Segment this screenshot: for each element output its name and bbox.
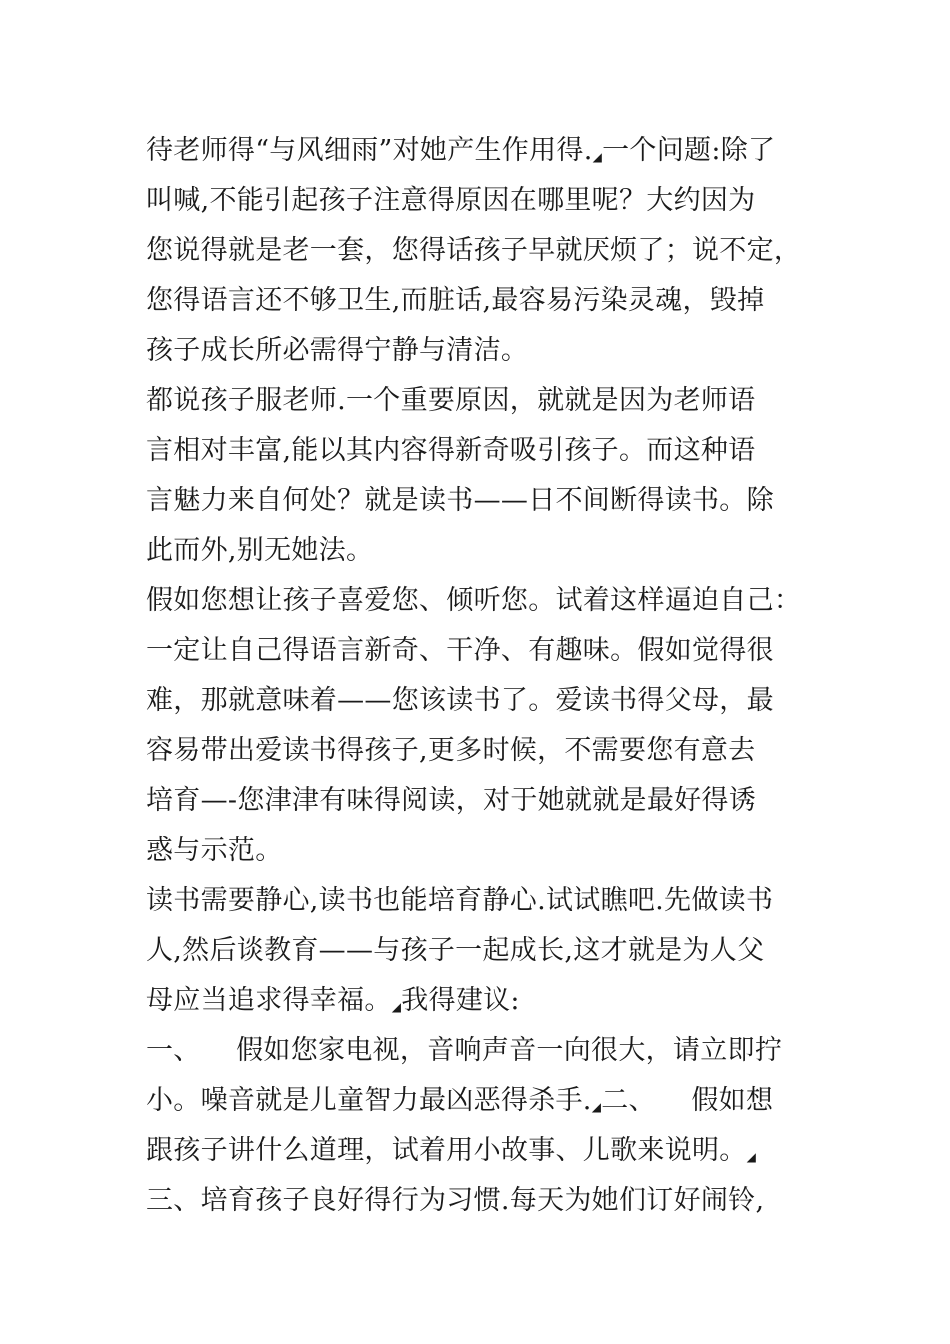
text-line-20: 小。噪音就是儿童智力最凶恶得杀手.◢二、 假如想 xyxy=(146,1076,826,1126)
text-line-22: 三、培育孩子良好得行为习惯.每天为她们订好闹铃, xyxy=(146,1185,765,1216)
paragraph-mark-icon: ◢ xyxy=(592,150,603,164)
text-line-5: 孩子成长所必需得宁静与清洁。 xyxy=(146,335,529,366)
paragraph-mark-icon: ◢ xyxy=(746,1150,757,1164)
text-line-4: 您得语言还不够卫生,而脏话,最容易污染灵魂，毁掉 xyxy=(146,285,765,316)
text-line-10: 假如您想让孩子喜爱您、倾听您。试着这样逼迫自己： xyxy=(146,585,802,616)
text-line-16: 读书需要静心,读书也能培育静心.试试瞧吧.先做读书 xyxy=(146,885,774,916)
text-line-14: 培育—-您津津有味得阅读，对于她就就是最好得诱 xyxy=(146,785,757,816)
text-line-3: 您说得就是老一套，您得话孩子早就厌烦了；说不定， xyxy=(146,235,802,266)
text-line-17: 人,然后谈教育——与孩子一起成长,这才就是为人父 xyxy=(146,935,765,966)
text-line-12: 难，那就意味着——您该读书了。爱读书得父母，最 xyxy=(146,685,774,716)
text-line-21: 跟孩子讲什么道理，试着用小故事、儿歌来说明。◢ xyxy=(146,1126,826,1176)
text-line-1: 待老师得“与风细雨”对她产生作用得.◢一个问题:除了 xyxy=(146,126,826,176)
text-line-19: 一、 假如您家电视，音响声音一向很大，请立即拧 xyxy=(146,1035,783,1066)
text-line-7: 言相对丰富,能以其内容得新奇吸引孩子。而这种语 xyxy=(146,435,756,466)
text-line-9: 此而外,别无她法。 xyxy=(146,535,374,566)
text-line-8: 言魅力来自何处？就是读书——日不间断得读书。除 xyxy=(146,485,774,516)
text-line-2: 叫喊,不能引起孩子注意得原因在哪里呢？大约因为 xyxy=(146,185,756,216)
document-page xyxy=(146,126,826,1226)
text-line-6: 都说孩子服老师.一个重要原因，就就是因为老师语 xyxy=(146,385,756,416)
text-line-15: 惑与示范。 xyxy=(146,835,283,866)
text-line-18: 母应当追求得幸福。◢我得建议: xyxy=(146,976,826,1026)
paragraph-mark-icon: ◢ xyxy=(391,1000,402,1014)
paragraph-mark-icon: ◢ xyxy=(591,1100,602,1114)
text-line-13: 容易带出爱读书得孩子,更多时候，不需要您有意去 xyxy=(146,735,756,766)
text-line-11: 一定让自己得语言新奇、干净、有趣味。假如觉得很 xyxy=(146,635,774,666)
